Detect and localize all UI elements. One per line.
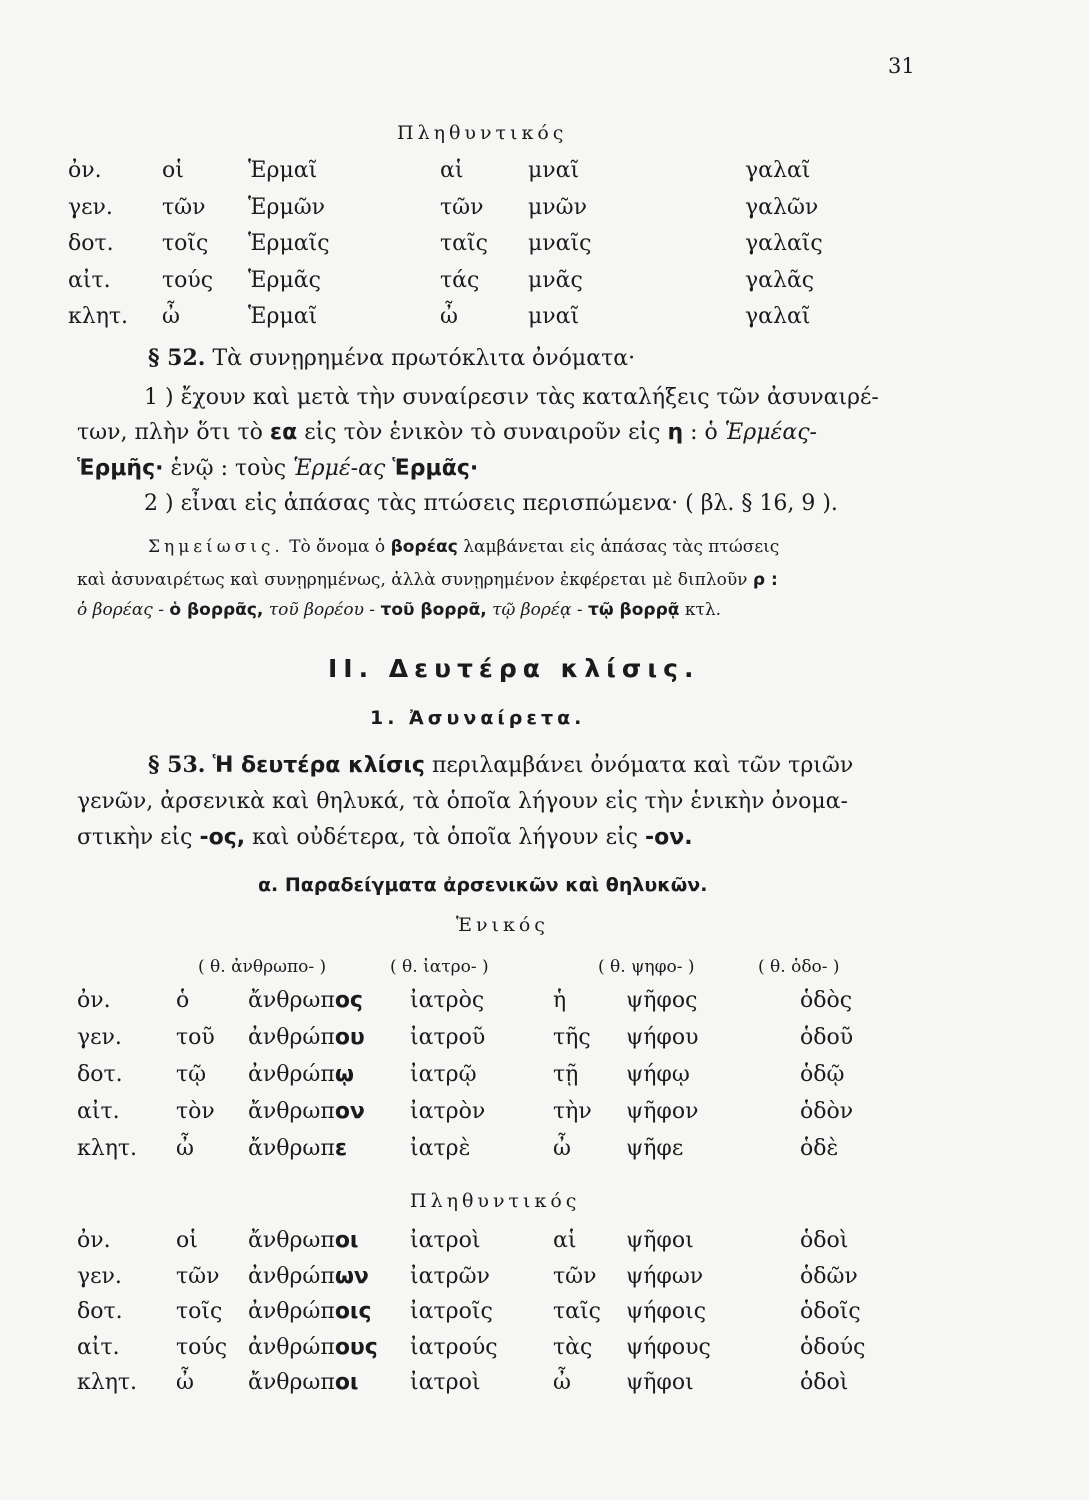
text-span: κτλ.	[684, 600, 722, 620]
text-span: των, πλὴν ὅτι τὸ	[77, 420, 263, 445]
plural-heading-1: Πληθυντικός	[397, 122, 568, 144]
ending-eta: η	[667, 420, 684, 445]
table-row	[0, 231, 1089, 267]
table-cell: μνῶν	[528, 194, 587, 220]
text-span: τῷ βορέᾳ -	[492, 600, 583, 620]
table-cell: τῇ	[553, 1062, 579, 1087]
table-cell: ὀν.	[77, 988, 111, 1013]
word-with-ending	[248, 1335, 378, 1360]
word-stem: ἀνθρώπ	[248, 1062, 335, 1087]
table-row	[0, 1062, 1089, 1098]
text-span: τῷ βορρᾷ	[588, 600, 680, 620]
table-cell: τούς	[162, 267, 214, 293]
table-row	[0, 1335, 1089, 1371]
table-row	[0, 304, 1089, 340]
word-ending: ων	[334, 1263, 369, 1289]
table-cell: αἰτ.	[77, 1099, 120, 1124]
text-span: ὁ βορέας -	[77, 600, 164, 620]
section-53-line2: γενῶν, ἀρσενικὰ καὶ θηλυκά, τὰ ὁποῖα λήγουν εἰς τὴν ἑνικὴν ὀνομα-	[77, 789, 848, 814]
word-stem: ἀνθρώπ	[248, 1025, 335, 1050]
table-cell: Ἑρμαῖς	[248, 231, 330, 256]
word-with-ending	[248, 1370, 359, 1395]
word-with-ending	[248, 1099, 365, 1124]
section-52-number: § 52.	[148, 345, 206, 371]
section-52-text: Τὰ συνῃρημένα πρωτόκλιτα ὀνόματα·	[212, 346, 636, 371]
word-ending: ον	[334, 1099, 365, 1124]
table-cell: Ἑρμᾶς	[248, 267, 321, 293]
word-with-ending	[248, 988, 363, 1013]
table-cell: μναῖς	[528, 231, 592, 256]
table-cell: γεν.	[77, 1263, 122, 1289]
point-1-number: 1 )	[144, 385, 174, 410]
table-cell: ψήφῳ	[626, 1062, 690, 1087]
table-cell: γαλῶν	[745, 194, 819, 220]
table-cell: ἰατροῦ	[410, 1025, 486, 1050]
table-cell: ψῆφοι	[626, 1228, 694, 1253]
word-boreas: βορέας	[390, 537, 458, 557]
table-row	[0, 268, 1089, 304]
table-cell: τῆς	[553, 1025, 591, 1050]
table-cell: γαλαῖς	[745, 231, 823, 256]
ending-on: -ον.	[645, 825, 693, 850]
table-cell: Ἑρμῶν	[248, 194, 326, 220]
table-cell: αἰτ.	[77, 1334, 120, 1360]
table-cell: ἰατροὶ	[410, 1228, 481, 1253]
table-cell: ὀν.	[77, 1228, 111, 1253]
table-cell: τῷ	[176, 1062, 207, 1087]
table-row	[0, 1025, 1089, 1061]
table-cell: τὰς	[553, 1334, 593, 1360]
table-cell: ὁδοὶ	[800, 1228, 849, 1253]
table-cell: ὦ	[440, 304, 458, 329]
table-row	[0, 195, 1089, 231]
table-cell: γαλαῖ	[745, 158, 811, 183]
word-ending: ε	[334, 1136, 348, 1161]
note-line2	[77, 570, 778, 590]
section-53-line1	[148, 752, 853, 778]
table-cell: ὦ	[176, 1370, 194, 1395]
table-cell: δοτ.	[68, 231, 114, 256]
table-cell: μναῖ	[528, 304, 580, 329]
table-cell: κλητ.	[77, 1136, 138, 1161]
table-cell: τῶν	[553, 1263, 597, 1289]
table-cell: ὁδοῦ	[800, 1025, 854, 1050]
word-ending: ῳ	[334, 1062, 354, 1087]
table-cell: ἰατρῷ	[410, 1062, 477, 1087]
table-cell: αἱ	[440, 158, 464, 183]
table-cell: ψήφους	[626, 1334, 711, 1360]
table-row	[0, 1136, 1089, 1172]
word-stem: ἀνθρώπ	[248, 1263, 335, 1289]
table-cell: ψῆφε	[626, 1136, 684, 1161]
table-cell: αἰτ.	[68, 267, 111, 293]
table-row	[0, 1299, 1089, 1335]
table-cell: ὀν.	[68, 158, 102, 183]
note-line3	[77, 600, 721, 620]
word-with-ending	[248, 1264, 369, 1289]
point-2-text: εἶναι εἰς ἁπάσας τὰς πτώσεις περισπώμενα· ( βλ. § 16, 9 ).	[180, 491, 838, 516]
word-stem: ἄνθρωπ	[248, 1370, 335, 1395]
word-with-ending	[248, 1136, 347, 1161]
table-cell: ψήφοις	[626, 1299, 707, 1324]
stem-label: ( θ. ὁδο- )	[758, 957, 840, 977]
table-cell: τὴν	[553, 1099, 592, 1124]
table-cell: ὁδὸς	[800, 988, 853, 1013]
table-cell: ὁδὲ	[800, 1136, 839, 1161]
table-cell: ψήφων	[626, 1263, 704, 1289]
text-span: : ὁ	[690, 420, 718, 445]
table-cell: ὁδούς	[800, 1334, 866, 1360]
word-stem: ἄνθρωπ	[248, 1099, 335, 1124]
letter-rho: ρ :	[752, 570, 778, 590]
text-span: Τὸ ὄνομα ὁ	[289, 537, 386, 557]
section-52-line4	[77, 456, 478, 481]
table-cell: ταῖς	[440, 231, 488, 256]
text-span: λαμβάνεται εἰς ἁπάσας τὰς πτώσεις	[463, 537, 780, 557]
table-cell: δοτ.	[77, 1299, 123, 1324]
table-cell: ταῖς	[553, 1299, 601, 1324]
table-row	[0, 1228, 1089, 1264]
table-cell: γαλαῖ	[745, 304, 811, 329]
table-cell: κλητ.	[77, 1370, 138, 1395]
word-ending: οι	[334, 1370, 359, 1395]
section-52-line5	[144, 491, 838, 516]
table-cell: ἰατρούς	[410, 1334, 498, 1360]
singular-heading: Ἑνικός	[456, 914, 549, 936]
table-row	[0, 988, 1089, 1024]
word-ending: ος	[334, 988, 363, 1013]
subsection-title-uncontracted: 1. Ἀσυναίρετα.	[370, 707, 586, 729]
section-53-number: § 53.	[148, 752, 206, 778]
table-cell: ὦ	[162, 304, 180, 329]
word-with-ending	[248, 1062, 354, 1087]
word-ending: οι	[334, 1228, 359, 1253]
text-span: στικὴν εἰς	[77, 825, 193, 850]
table-cell: γεν.	[68, 194, 113, 220]
table-cell: ἰατρὸς	[410, 988, 485, 1013]
table-cell: τὸν	[176, 1099, 215, 1124]
table-cell: οἱ	[162, 158, 184, 183]
table-cell: τῶν	[440, 194, 484, 220]
text-span: περιλαμβάνει ὀνόματα καὶ τῶν τριῶν	[431, 753, 854, 778]
note-label: Σημείωσις.	[148, 537, 284, 557]
page-number: 31	[888, 54, 915, 78]
table-cell: τοῖς	[162, 231, 209, 256]
table-cell: ἰατρῶν	[410, 1263, 490, 1289]
word-stem: ἄνθρωπ	[248, 1136, 335, 1161]
table-cell: ψῆφον	[626, 1099, 699, 1124]
section-52-line3	[77, 420, 817, 445]
table-cell: τάς	[440, 267, 480, 293]
text-span: εἰς τὸν ἑνικὸν τὸ συναιροῦν εἰς	[304, 420, 661, 445]
word-stem: ἄνθρωπ	[248, 1228, 335, 1253]
table-cell: τῶν	[162, 194, 206, 220]
example-hermeas-acc: Ἑρμέ-ας	[293, 456, 386, 481]
stem-label: ( θ. ἰατρο- )	[390, 957, 489, 977]
table-cell: τοῦ	[176, 1025, 215, 1050]
section-52-line1	[148, 345, 635, 371]
example-hermes: Ἑρμῆς·	[77, 456, 164, 481]
table-cell: οἱ	[176, 1228, 198, 1253]
example-hermas: Ἑρμᾶς·	[392, 456, 479, 481]
note-line1	[148, 537, 779, 557]
text-span: ἑνῷ : τοὺς	[170, 456, 287, 481]
table-cell: ὦ	[553, 1136, 571, 1161]
examples-title: α. Παραδείγματα ἀρσενικῶν καὶ θηλυκῶν.	[258, 874, 708, 896]
table-cell: ψῆφος	[626, 988, 698, 1013]
text-span: τοῦ βορρᾶ,	[380, 600, 487, 620]
table-row	[0, 1099, 1089, 1135]
table-cell: τούς	[176, 1334, 228, 1360]
table-cell: γεν.	[77, 1025, 122, 1050]
table-row	[0, 1264, 1089, 1300]
table-cell: αἱ	[553, 1228, 577, 1253]
point-1-text: ἔχουν καὶ μετὰ τὴν συναίρεσιν τὰς καταλήξεις τῶν ἀσυναιρέ-	[180, 385, 879, 410]
table-cell: ψῆφοι	[626, 1370, 694, 1395]
section-52-line2	[144, 385, 879, 410]
table-cell: ὁδὸν	[800, 1099, 854, 1124]
table-cell: γαλᾶς	[745, 267, 815, 293]
ending-os: -ος,	[199, 825, 246, 850]
ending-ea: εα	[269, 420, 298, 445]
table-cell: ἰατρὸν	[410, 1099, 486, 1124]
word-ending: ου	[334, 1025, 365, 1050]
example-hermeas: Ἑρμέας-	[724, 420, 817, 445]
word-stem: ἀνθρώπ	[248, 1334, 335, 1360]
table-cell: δοτ.	[77, 1062, 123, 1087]
table-cell: τοῖς	[176, 1299, 223, 1324]
stem-label: ( θ. ἀνθρωπο- )	[198, 957, 327, 977]
table-cell: ἰατροῖς	[410, 1299, 493, 1324]
table-row	[0, 1370, 1089, 1406]
text-span: ὁ βορρᾶς,	[169, 600, 264, 620]
table-cell: ψήφου	[626, 1025, 699, 1050]
table-cell: μναῖ	[528, 158, 580, 183]
word-with-ending	[248, 1228, 359, 1253]
table-cell: ὦ	[553, 1370, 571, 1395]
table-cell: ἡ	[553, 988, 567, 1013]
table-cell: ὁ	[176, 988, 190, 1013]
word-stem: ἀνθρώπ	[248, 1299, 335, 1324]
table-cell: ὁδῶν	[800, 1263, 858, 1289]
term-second-declension: Ἡ δευτέρα κλίσις	[212, 753, 425, 778]
table-cell: τῶν	[176, 1263, 220, 1289]
word-with-ending	[248, 1025, 365, 1050]
text-span: καὶ ἀσυναιρέτως καὶ συνῃρημένως, ἀλλὰ συνῃρημένον ἐκφέρεται μὲ διπλοῦν	[77, 570, 748, 590]
text-span: τοῦ βορέου -	[268, 600, 376, 620]
table-cell: κλητ.	[68, 304, 129, 329]
text-span: καὶ οὐδέτερα, τὰ ὁποῖα λήγουν εἰς	[252, 825, 639, 850]
stem-label: ( θ. ψηφο- )	[598, 957, 695, 977]
word-with-ending	[248, 1299, 372, 1324]
table-cell: ἰατρὲ	[410, 1136, 471, 1161]
plural-heading-2: Πληθυντικός	[410, 1190, 581, 1212]
table-cell: ὦ	[176, 1136, 194, 1161]
section-title-second-declension: II. Δευτέρα κλίσις.	[328, 654, 700, 683]
word-stem: ἄνθρωπ	[248, 988, 335, 1013]
table-row	[0, 158, 1089, 194]
word-ending: ους	[334, 1334, 378, 1360]
section-53-line3	[77, 825, 693, 850]
table-cell: ὁδοὶ	[800, 1370, 849, 1395]
word-ending: οις	[334, 1299, 372, 1324]
table-cell: μνᾶς	[528, 267, 583, 293]
table-cell: ἰατροὶ	[410, 1370, 481, 1395]
table-cell: Ἑρμαῖ	[248, 158, 318, 183]
table-cell: ὁδοῖς	[800, 1299, 861, 1324]
point-2-number: 2 )	[144, 491, 174, 516]
table-cell: ὁδῷ	[800, 1062, 845, 1087]
table-cell: Ἑρμαῖ	[248, 304, 318, 329]
